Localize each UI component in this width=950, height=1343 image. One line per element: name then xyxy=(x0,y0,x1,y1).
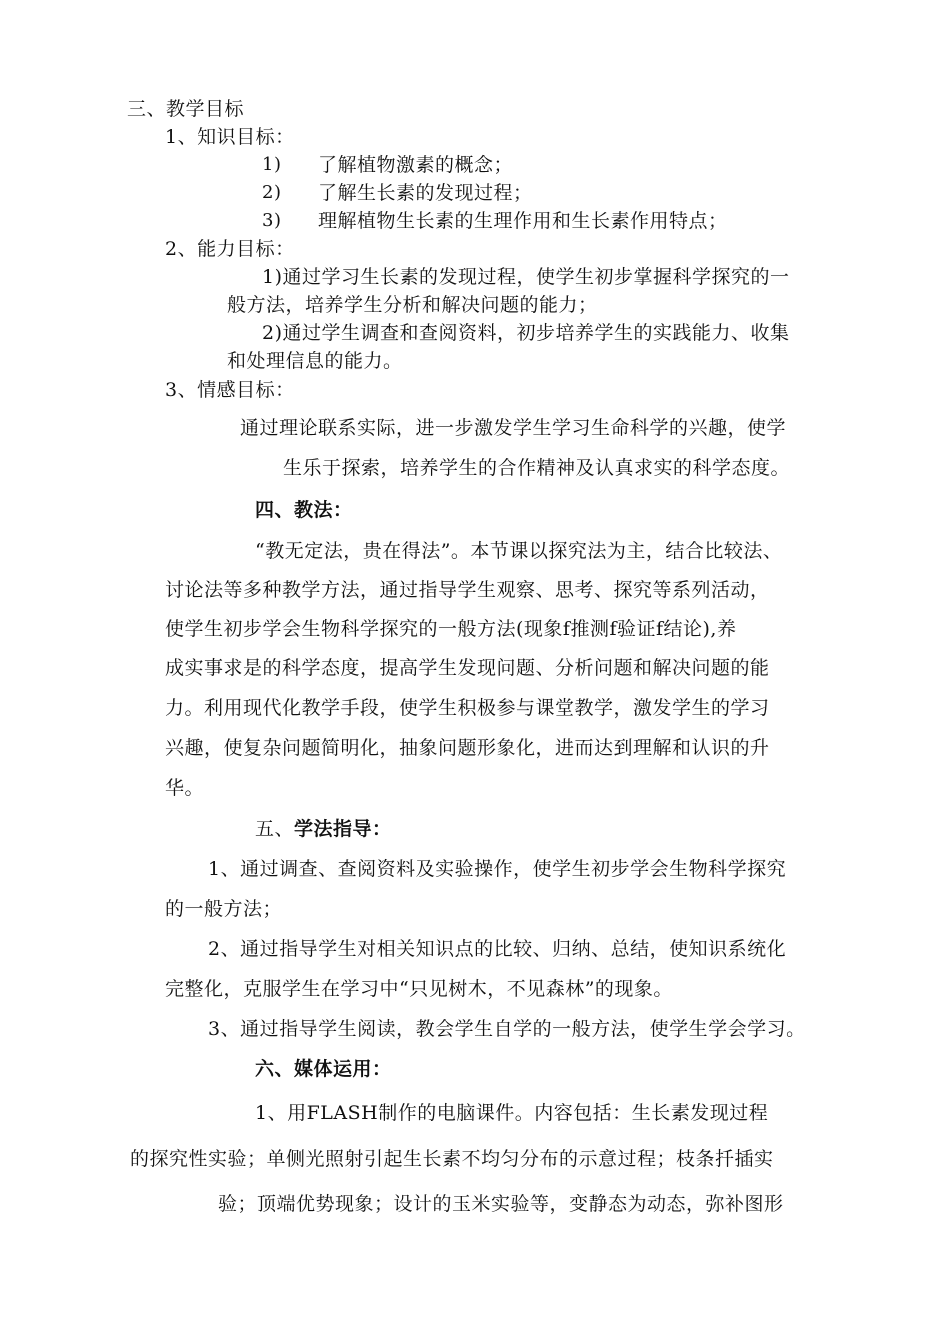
section-5-heading-prefix: 五、 xyxy=(255,818,295,840)
ability-line-2: 般方法，培养学生分析和解决问题的能力； xyxy=(227,294,598,316)
ability-line-4: 和处理信息的能力。 xyxy=(227,350,403,372)
teaching-method-line-3: 使学生初步学会生物科学探究的一般方法(现象f推测f验证f结论),养 xyxy=(165,618,737,640)
teaching-method-line-1: “教无定法，贵在得法”。本节课以探究法为主，结合比较法、 xyxy=(255,540,783,562)
section-5-heading-title: 学法指导： xyxy=(294,818,392,840)
study-method-line-2: 的一般方法； xyxy=(165,898,283,920)
knowledge-item-3-text: 理解植物生长素的生理作用和生长素作用特点； xyxy=(318,210,728,232)
teaching-method-line-2: 讨论法等多种教学方法，通过指导学生观察、思考、探究等系列活动， xyxy=(165,579,770,601)
knowledge-goal-label: 1、知识目标： xyxy=(165,126,295,148)
emotion-line-1: 通过理论联系实际，进一步激发学生学习生命科学的兴趣，使学 xyxy=(240,417,787,439)
teaching-method-line-6: 兴趣，使复杂问题简明化，抽象问题形象化，进而达到理解和认识的升 xyxy=(165,737,770,759)
knowledge-item-2-number: 2) xyxy=(262,182,282,203)
section-6-heading: 六、媒体运用： xyxy=(255,1058,392,1080)
study-method-line-1: 1、通过调查、查阅资料及实验操作，使学生初步学会生物科学探究 xyxy=(208,858,787,880)
teaching-method-line-4: 成实事求是的科学态度，提高学生发现问题、分析问题和解决问题的能 xyxy=(165,657,770,679)
ability-goal-label: 2、能力目标： xyxy=(165,238,295,260)
emotion-line-2: 生乐于探索，培养学生的合作精神及认真求实的科学态度。 xyxy=(283,457,791,479)
media-line-1: 1、用FLASH制作的电脑课件。内容包括：生长素发现过程 xyxy=(255,1102,769,1124)
section-3-heading: 三、教学目标 xyxy=(127,98,245,120)
teaching-method-line-7: 华。 xyxy=(165,777,205,799)
knowledge-item-1-text: 了解植物激素的概念； xyxy=(318,154,514,176)
knowledge-item-3-number: 3) xyxy=(262,210,282,231)
study-method-line-3: 2、通过指导学生对相关知识点的比较、归纳、总结，使知识系统化 xyxy=(208,938,787,960)
section-4-heading: 四、教法： xyxy=(255,499,353,521)
knowledge-item-1-number: 1) xyxy=(262,154,282,175)
media-line-3: 验；顶端优势现象；设计的玉米实验等，变静态为动态，弥补图形 xyxy=(218,1193,784,1215)
media-line-2: 的探究性实验；单侧光照射引起生长素不均匀分布的示意过程；枝条扦插实 xyxy=(130,1148,774,1170)
ability-line-3: 2)通过学生调查和查阅资料，初步培养学生的实践能力、收集 xyxy=(262,322,790,344)
study-method-line-4: 完整化，克服学生在学习中“只见树木，不见森林”的现象。 xyxy=(165,978,673,1000)
study-method-line-5: 3、通过指导学生阅读，教会学生自学的一般方法，使学生学会学习。 xyxy=(208,1018,806,1040)
knowledge-item-2-text: 了解生长素的发现过程； xyxy=(318,182,533,204)
section-5-heading xyxy=(255,816,392,842)
teaching-method-line-5: 力。利用现代化教学手段，使学生积极参与课堂教学，激发学生的学习 xyxy=(165,697,770,719)
emotion-goal-label: 3、情感目标： xyxy=(165,379,295,401)
ability-line-1: 1)通过学习生长素的发现过程，使学生初步掌握科学探究的一 xyxy=(262,266,790,288)
